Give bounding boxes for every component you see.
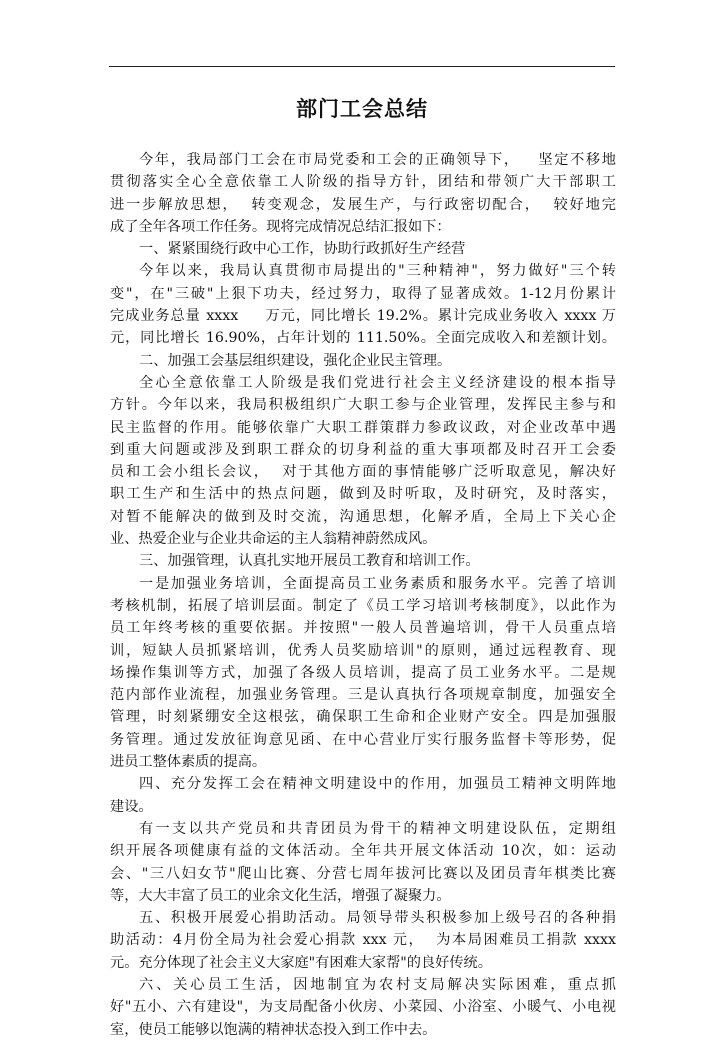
paragraph-line: 员和工会小组长会议， 对于其他方面的事情能够广泛听取意见，解决好 <box>110 464 616 481</box>
paragraph-line: 元。充分体现了社会主义大家庭"有困难大家帮"的良好传统。 <box>110 954 492 971</box>
paragraph-line: 等，大大丰富了员工的业余文化生活，增强了凝聚力。 <box>110 887 451 904</box>
paragraph-line: 范内部作业流程，加强业务管理。三是认真执行各项规章制度，加强安全 <box>110 687 616 704</box>
paragraph-line: 对暂不能解决的做到及时交流，沟通思想，化解矛盾，全局上下关心企 <box>110 508 616 525</box>
paragraph-line: 完成业务总量 xxxx 万元，同比增长 19.2%。累计完成业务收入 xxxx 万 <box>110 308 616 325</box>
paragraph-line: 元，同比增长 16.90%，占年计划的 111.50%。全面完成收入和差额计划。 <box>110 330 616 347</box>
paragraph-line: 进员工整体素质的提高。 <box>110 754 267 771</box>
paragraph-line: 变"，在"三破"上狠下功夫，经过努力，取得了显著成效。1-12月份累计 <box>110 285 616 302</box>
paragraph-line: 方针。今年以来，我局积极组织广大职工参与企业管理，发挥民主参与和 <box>110 397 616 414</box>
paragraph-line: 三、加强管理，认真扎实地开展员工教育和培训工作。 <box>139 553 480 570</box>
document-body <box>110 149 616 1041</box>
paragraph-line: 民主监督的作用。能够依靠广大职工群策群力参政议政，对企业改革中遇 <box>110 419 616 436</box>
paragraph-line: 员工年终考核的重要依据。并按照"一般人员普遍培训，骨干人员重点培 <box>110 620 616 637</box>
paragraph-line: 进一步解放思想， 转变观念，发展生产，与行政密切配合， 较好地完 <box>110 196 616 213</box>
paragraph-line: 织开展各项健康有益的文体活动。全年共开展文体活动 10次，如：运动 <box>110 843 616 860</box>
paragraph-line: 管理，时刻紧绷安全这根弦，确保职工生命和企业财产安全。四是加强服 <box>110 709 616 726</box>
paragraph-line: 四、充分发挥工会在精神文明建设中的作用，加强员工精神文明阵地 <box>139 776 616 793</box>
paragraph-line: 考核机制，拓展了培训层面。制定了《员工学习培训考核制度》，以此作为 <box>110 597 616 614</box>
paragraph-line: 成了全年各项工作任务。现将完成情况总结汇报如下： <box>110 218 451 235</box>
paragraph-line: 务管理。通过发放征询意见函、在中心营业厅实行服务监督卡等形势，促 <box>110 731 616 748</box>
paragraph-line: 室，使员工能够以饱满的精神状态投入到工作中去。 <box>110 1021 437 1038</box>
paragraph-line: 建设。 <box>110 798 153 815</box>
paragraph-line: 训，短缺人员抓紧培训，优秀人员奖励培训"的原则，通过远程教育、现 <box>110 642 616 659</box>
paragraph-line: 有一支以共产党员和共青团员为骨干的精神文明建设队伍，定期组 <box>139 820 616 837</box>
paragraph-line: 会、"三八妇女节"爬山比赛、分营七周年拔河比赛以及团员青年棋类比赛 <box>110 865 616 882</box>
paragraph-line: 六、关心员工生活，因地制宜为农村支局解决实际困难，重点抓 <box>139 976 616 993</box>
paragraph-line: 业、热爱企业与企业共命运的主人翁精神蔚然成风。 <box>110 531 437 548</box>
paragraph-line: 今年以来，我局认真贯彻市局提出的"三种精神"，努力做好"三个转 <box>139 263 616 280</box>
paragraph-line: 一、紧紧围绕行政中心工作，协助行政抓好生产经营 <box>139 241 466 258</box>
paragraph-line: 今年，我局部门工会在市局党委和工会的正确领导下， 坚定不移地 <box>139 152 616 168</box>
paragraph-line: 助活动：4月份全局为社会爱心捐款 xxx 元， 为本局困难员工捐款 xxxx <box>110 932 616 949</box>
paragraph-line: 职工生产和生活中的热点问题，做到及时听取，及时研究，及时落实， <box>110 486 616 503</box>
paragraph-line: 全心全意依靠工人阶级是我们党进行社会主义经济建设的根本指导 <box>139 374 616 391</box>
document-title: 部门工会总结 <box>296 97 428 121</box>
paragraph-line: 一是加强业务培训，全面提高员工业务素质和服务水平。完善了培训 <box>139 575 616 592</box>
paragraph-line: 五、积极开展爱心捐助活动。局领导带头积极参加上级号召的各种捐 <box>139 910 616 927</box>
paragraph-line: 到重大问题或涉及到职工群众的切身利益的重大事项都及时召开工会委 <box>110 441 616 458</box>
paragraph-line: 好"五小、六有建设"，为支局配备小伙房、小菜园、小浴室、小暖气、小电视 <box>110 999 616 1016</box>
header-rule <box>109 66 615 67</box>
paragraph-line: 贯彻落实全心全意依靠工人阶级的指导方针，团结和带领广大干部职工 <box>110 174 616 191</box>
paragraph-line: 二、加强工会基层组织建设，强化企业民主管理。 <box>139 352 452 369</box>
paragraph-line: 场操作集训等方式，加强了各级人员培训，提高了员工业务水平。二是规 <box>110 664 616 681</box>
